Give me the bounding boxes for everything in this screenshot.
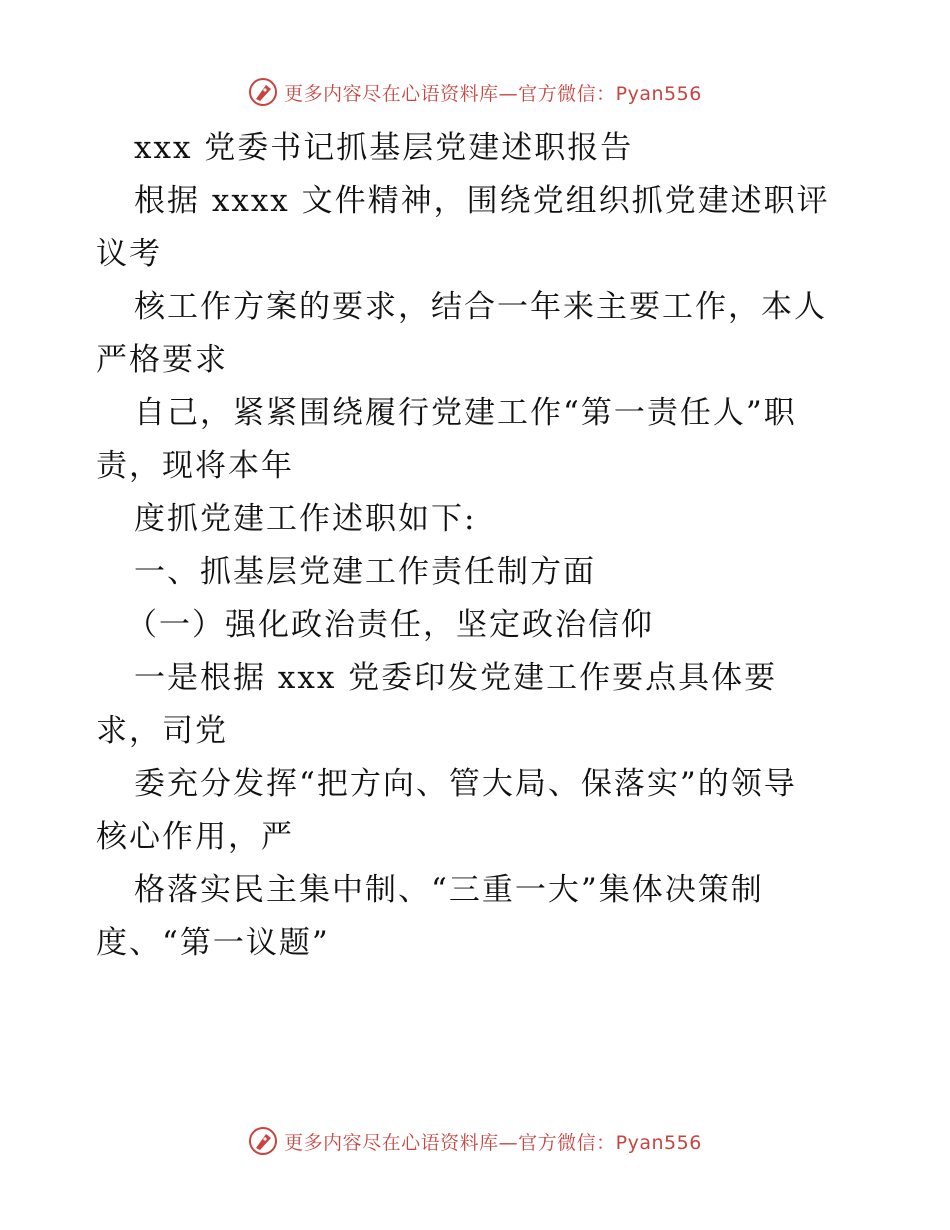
paragraph-line: 自己，紧紧围绕履行党建工作“第一责任人”职	[134, 395, 797, 431]
pen-nib-circle-icon	[248, 1126, 278, 1156]
watermark-text: 更多内容尽在心语资料库—官方微信：Pyan556	[284, 1131, 702, 1154]
document-body	[96, 122, 856, 970]
paragraph-line: 度、“第一议题”	[96, 925, 330, 961]
document-title: xxx 党委书记抓基层党建述职报告	[134, 130, 634, 166]
paragraph-line: 核心作用，严	[96, 819, 294, 855]
section-heading: 一、抓基层党建工作责任制方面	[134, 554, 596, 590]
footer-watermark	[0, 1121, 950, 1161]
paragraph-line: 根据 xxxx 文件精神，围绕党组织抓党建述职评	[134, 183, 830, 219]
paragraph-line: 一是根据 xxx 党委印发党建工作要点具体要	[134, 660, 778, 696]
paragraph-line: 严格要求	[96, 342, 228, 378]
paragraph-line: 责，现将本年	[96, 448, 294, 484]
pen-nib-circle-icon	[248, 77, 278, 107]
paragraph-line: 求，司党	[96, 713, 228, 749]
paragraph-line: 议考	[96, 236, 162, 272]
paragraph-line: 核工作方案的要求，结合一年来主要工作，本人	[134, 289, 827, 325]
paragraph-line: 度抓党建工作述职如下:	[134, 501, 477, 537]
watermark-text: 更多内容尽在心语资料库—官方微信：Pyan556	[284, 82, 702, 105]
header-watermark	[0, 72, 950, 112]
paragraph-line: 格落实民主集中制、“三重一大”集体决策制	[134, 872, 764, 908]
paragraph-line: 委充分发挥“把方向、管大局、保落实”的领导	[134, 766, 797, 802]
subsection-heading: （一）强化政治责任，坚定政治信仰	[126, 607, 654, 643]
